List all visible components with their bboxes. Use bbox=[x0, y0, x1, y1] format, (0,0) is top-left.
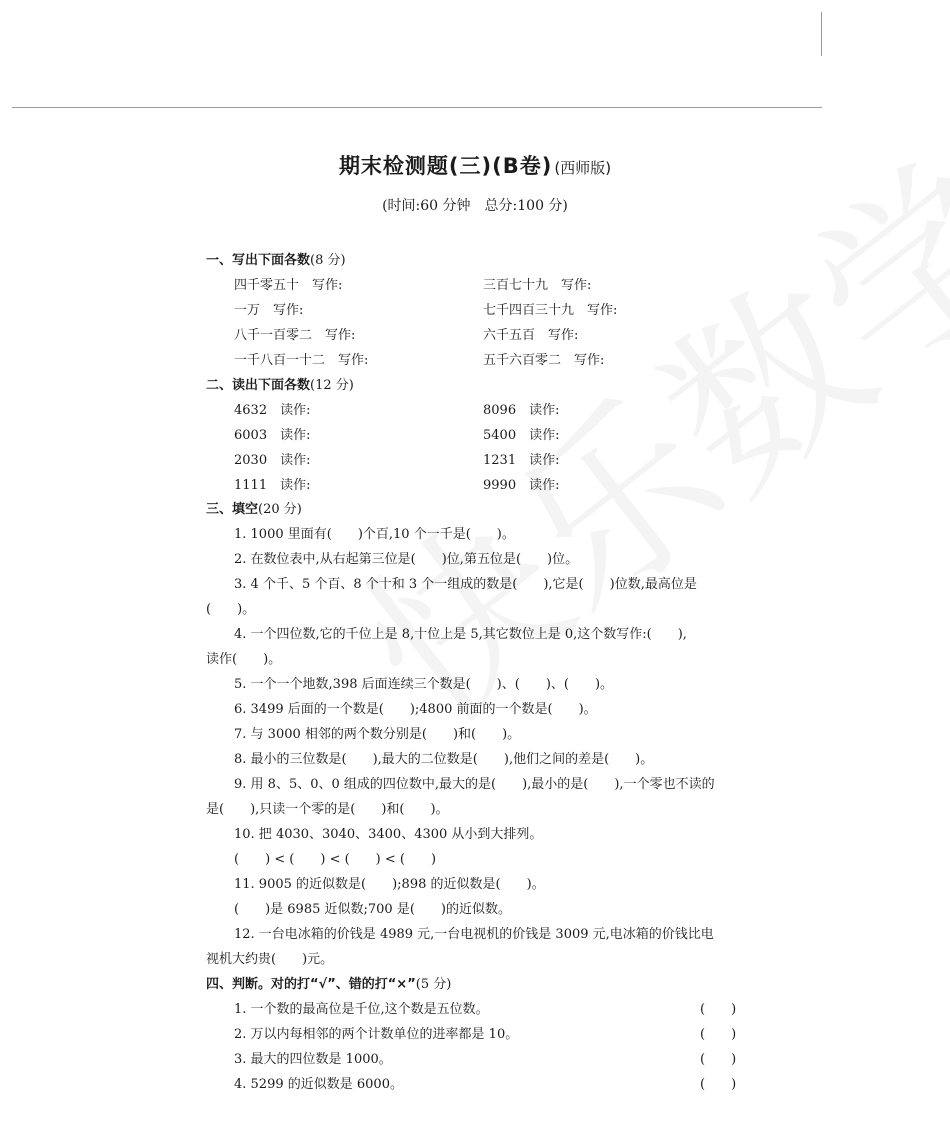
section-3-points: (20 分) bbox=[258, 502, 302, 517]
section-4-points: (5 分) bbox=[415, 977, 452, 992]
page-title bbox=[0, 150, 950, 180]
section-4-header bbox=[206, 973, 451, 992]
fill-question-1: 1. 1000 里面有( )个百,10 个一千是( )。 bbox=[234, 527, 515, 542]
judge-item-2: 2. 万以内每相邻的两个计数单位的进率都是 10。 bbox=[234, 1027, 519, 1042]
read-item: 6003 读作: bbox=[234, 428, 311, 443]
crop-mark-horizontal bbox=[12, 107, 822, 108]
judge-answer-3: ( ) bbox=[700, 1052, 737, 1067]
fill-question-11-cont: ( )是 6985 近似数;700 是( )的近似数。 bbox=[234, 902, 511, 917]
read-item: 1111 读作: bbox=[234, 478, 311, 493]
judge-item-1: 1. 一个数的最高位是千位,这个数是五位数。 bbox=[234, 1002, 489, 1017]
write-item: 四千零五十 写作: bbox=[234, 278, 343, 293]
read-item: 1231 读作: bbox=[483, 453, 560, 468]
section-2-header bbox=[206, 374, 354, 393]
judge-answer-1: ( ) bbox=[700, 1002, 737, 1017]
write-item: 三百七十九 写作: bbox=[483, 278, 592, 293]
judge-answer-2: ( ) bbox=[700, 1027, 737, 1042]
fill-question-11: 11. 9005 的近似数是( );898 的近似数是( )。 bbox=[234, 877, 545, 892]
title-edition: (西师版) bbox=[554, 159, 612, 177]
write-item: 五千六百零二 写作: bbox=[483, 353, 605, 368]
write-item: 八千一百零二 写作: bbox=[234, 328, 356, 343]
fill-question-4-cont: 读作( )。 bbox=[206, 652, 282, 667]
fill-question-8: 8. 最小的三位数是( ),最大的二位数是( ),他们之间的差是( )。 bbox=[234, 752, 654, 767]
section-1-title: 一、写出下面各数 bbox=[206, 253, 311, 268]
fill-question-10: 10. 把 4030、3040、3400、4300 从小到大排列。 bbox=[234, 827, 543, 842]
fill-question-3-cont: ( )。 bbox=[206, 602, 256, 617]
fill-question-3: 3. 4 个千、5 个百、8 个十和 3 个一组成的数是( ),它是( )位数,最高位是 bbox=[234, 577, 697, 592]
exam-info: (时间:60 分钟 总分:100 分) bbox=[382, 198, 568, 214]
read-item: 5400 读作: bbox=[483, 428, 560, 443]
fill-question-9-cont: 是( ),只读一个零的是( )和( )。 bbox=[206, 802, 449, 817]
fill-question-12-cont: 视机大约贵( )元。 bbox=[206, 952, 334, 967]
judge-item-4: 4. 5299 的近似数是 6000。 bbox=[234, 1077, 403, 1092]
fill-question-2: 2. 在数位表中,从右起第三位是( )位,第五位是( )位。 bbox=[234, 552, 579, 567]
section-3-header bbox=[206, 498, 302, 517]
write-item: 七千四百三十九 写作: bbox=[483, 303, 618, 318]
title-main: 期末检测题(三)(B卷) bbox=[338, 154, 553, 178]
read-item: 8096 读作: bbox=[483, 403, 560, 418]
read-item: 4632 读作: bbox=[234, 403, 311, 418]
read-item: 9990 读作: bbox=[483, 478, 560, 493]
write-item: 一万 写作: bbox=[234, 303, 304, 318]
judge-answer-4: ( ) bbox=[700, 1077, 737, 1092]
section-2-title: 二、读出下面各数 bbox=[206, 378, 311, 393]
fill-question-4: 4. 一个四位数,它的千位上是 8,十位上是 5,其它数位上是 0,这个数写作:( ), bbox=[234, 627, 687, 642]
section-1-points: (8 分) bbox=[310, 253, 346, 268]
crop-mark-vertical bbox=[821, 12, 822, 56]
section-4-title: 四、判断。对的打“√”、错的打“×” bbox=[206, 977, 416, 992]
fill-question-7: 7. 与 3000 相邻的两个数分别是( )和( )。 bbox=[234, 727, 521, 742]
section-3-title: 三、填空 bbox=[206, 502, 259, 517]
write-item: 一千八百一十二 写作: bbox=[234, 353, 369, 368]
fill-question-9: 9. 用 8、5、0、0 组成的四位数中,最大的是( ),最小的是( ),一个零也不读的 bbox=[234, 777, 715, 792]
section-2-points: (12 分) bbox=[310, 378, 354, 393]
fill-question-6: 6. 3499 后面的一个数是( );4800 前面的一个数是( )。 bbox=[234, 702, 597, 717]
read-item: 2030 读作: bbox=[234, 453, 311, 468]
write-item: 六千五百 写作: bbox=[483, 328, 579, 343]
fill-question-10-answer: ( ) < ( ) < ( ) < ( ) bbox=[234, 852, 437, 867]
fill-question-12: 12. 一台电冰箱的价钱是 4989 元,一台电视机的价钱是 3009 元,电冰箱的价钱比电 bbox=[234, 927, 714, 942]
judge-item-3: 3. 最大的四位数是 1000。 bbox=[234, 1052, 392, 1067]
fill-question-5: 5. 一个一个地数,398 后面连续三个数是( )、( )、( )。 bbox=[234, 677, 614, 692]
section-1-header bbox=[206, 249, 346, 268]
